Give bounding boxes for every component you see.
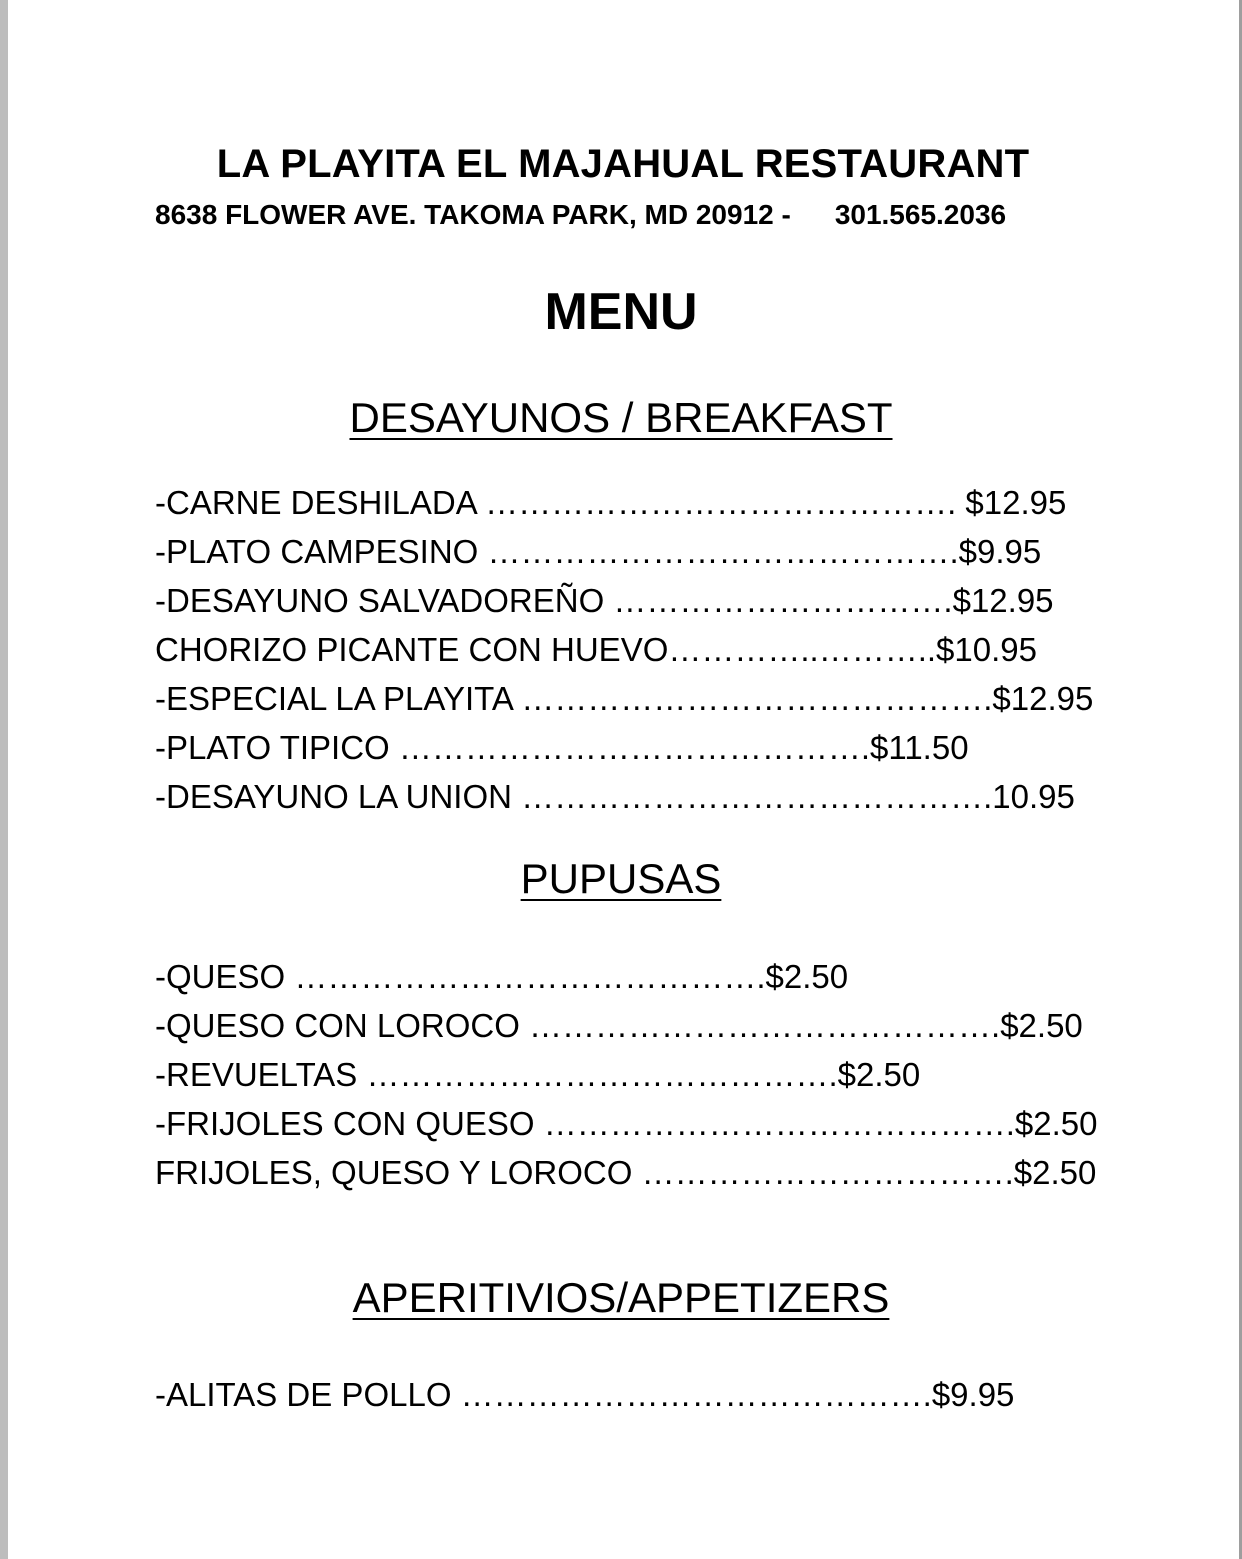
phone-number: 301.565.2036 xyxy=(834,199,1007,230)
menu-item: -REVUELTAS …………………………………….$2.50 xyxy=(155,1056,921,1093)
section-title-appetizers: APERITIVIOS/APPETIZERS xyxy=(352,1274,890,1321)
menu-item: -ALITAS DE POLLO …………………………………….$9.95 xyxy=(155,1376,1015,1413)
menu-item: -QUESO CON LOROCO …………………………………….$2.50 xyxy=(155,1007,1083,1044)
menu-title: MENU xyxy=(544,283,698,341)
section-title-breakfast: DESAYUNOS / BREAKFAST xyxy=(349,394,893,441)
menu-item: FRIJOLES, QUESO Y LOROCO …………………………….$2.50 xyxy=(155,1154,1097,1191)
menu-item: -QUESO …………………………………….$2.50 xyxy=(155,958,849,995)
menu-item: CHORIZO PICANTE CON HUEVO…………..………..$10.95 xyxy=(155,631,1037,668)
menu-item: -CARNE DESHILADA ……………………………………. $12.95 xyxy=(155,484,1067,521)
restaurant-name: LA PLAYITA EL MAJAHUAL RESTAURANT xyxy=(216,142,1030,186)
restaurant-contact xyxy=(155,199,1006,231)
menu-item: -FRIJOLES CON QUESO …………………………………….$2.50 xyxy=(155,1105,1098,1142)
menu-item: -PLATO CAMPESINO …………………………………….$9.95 xyxy=(155,533,1042,570)
section-title-pupusas: PUPUSAS xyxy=(520,855,722,902)
menu-item: -PLATO TIPICO …………………………………….$11.50 xyxy=(155,729,969,766)
menu-item: -ESPECIAL LA PLAYITA …………………………………….$12.95 xyxy=(155,680,1094,717)
menu-item: -DESAYUNO SALVADOREÑO ………………………….$12.95 xyxy=(155,582,1054,619)
address: 8638 FLOWER AVE. TAKOMA PARK, MD 20912 - xyxy=(155,199,791,230)
menu-item: -DESAYUNO LA UNION …………………………………….10.95 xyxy=(155,778,1075,815)
